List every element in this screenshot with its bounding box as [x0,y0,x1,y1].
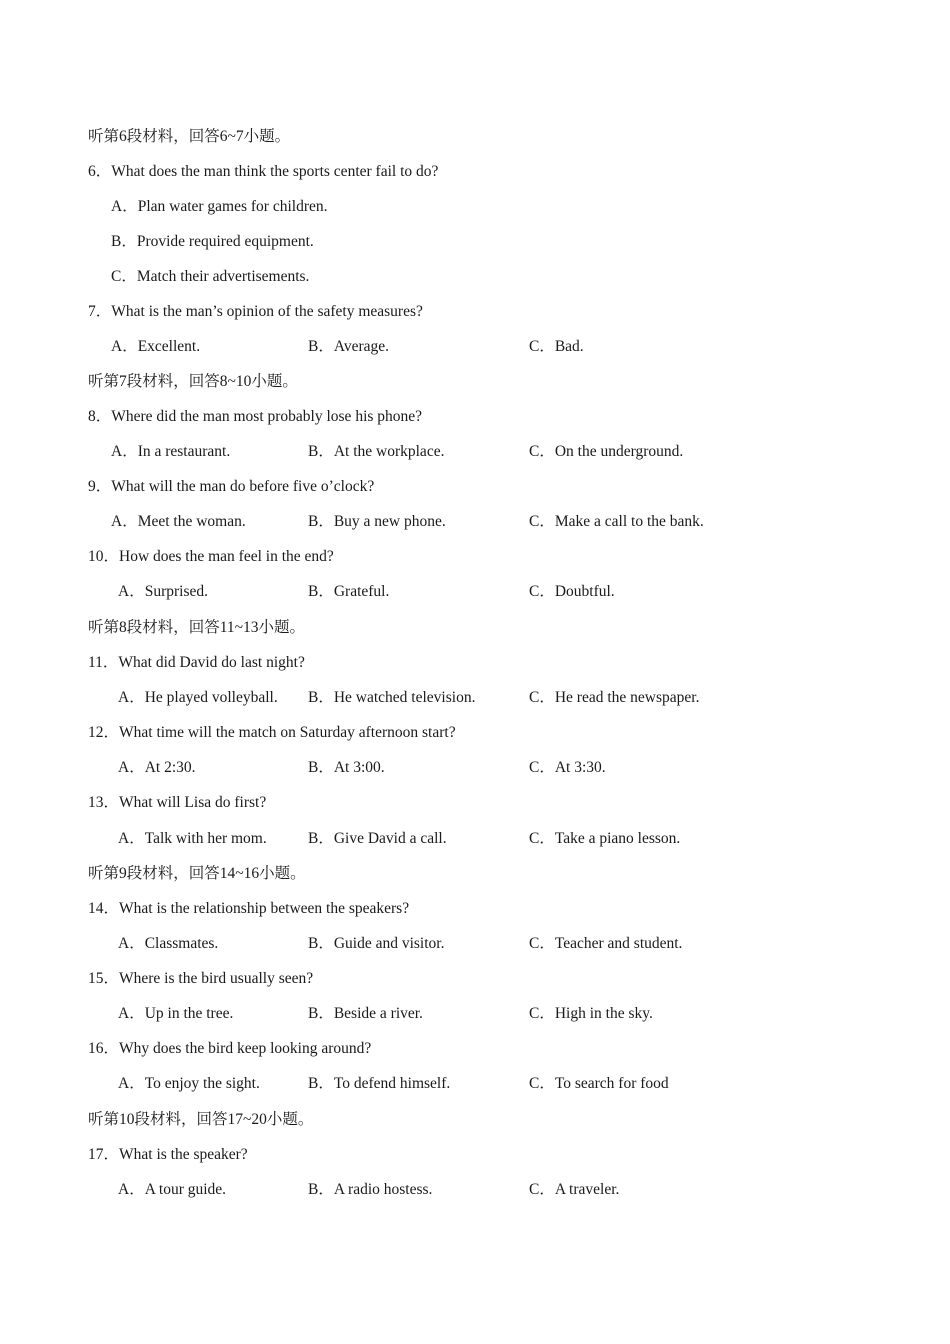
question-stem: 6．What does the man think the sports center fail to do? [88,163,439,180]
option-a: A．Excellent. [111,338,201,355]
question-stem: 11．What did David do last night? [88,654,305,671]
option-c: C．High in the sky. [529,1005,653,1022]
option-b: B．Guide and visitor. [308,935,445,952]
option-b: B．Provide required equipment. [111,233,314,250]
question-11 [0,651,950,675]
option-c: C．He read the newspaper. [529,689,700,706]
question-14 [0,897,950,921]
option-b: B．Buy a new phone. [308,513,446,530]
question-8 [0,405,950,429]
question-stem: 10．How does the man feel in the end? [88,548,334,565]
option-a: A．A tour guide. [118,1181,227,1198]
option-c: C．Doubtful. [529,583,615,600]
section-header [0,370,950,394]
section-9-header: 听第9段材料，回答14~16小题。 [88,865,306,882]
option-b: B．To defend himself. [308,1075,451,1092]
option-row [0,1002,950,1026]
option-b: B．Average. [308,338,390,355]
option-b: B．Grateful. [308,583,390,600]
option-row [0,230,950,254]
option-b: B．Give David a call. [308,830,447,847]
question-stem: 12．What time will the match on Saturday afternoon start? [88,724,456,741]
question-15 [0,967,950,991]
option-a: A．At 2:30. [118,759,196,776]
option-row [0,440,950,464]
option-c: C．On the underground. [529,443,684,460]
question-6 [0,160,950,184]
question-stem: 15．Where is the bird usually seen? [88,970,314,987]
option-a: A．Plan water games for children. [111,198,328,215]
option-a: A．Talk with her mom. [118,830,267,847]
option-c: C．Take a piano lesson. [529,830,681,847]
option-c: C．At 3:30. [529,759,606,776]
question-stem: 14．What is the relationship between the speakers? [88,900,410,917]
option-row [0,195,950,219]
option-b: B．At the workplace. [308,443,445,460]
option-a: A．In a restaurant. [111,443,231,460]
option-b: B．At 3:00. [308,759,385,776]
question-stem: 13．What will Lisa do first? [88,794,267,811]
option-c: C．Make a call to the bank. [529,513,704,530]
question-7 [0,300,950,324]
question-stem: 7．What is the man’s opinion of the safety measures? [88,303,423,320]
question-stem: 9．What will the man do before five o’clock? [88,478,375,495]
option-a: A．Meet the woman. [111,513,246,530]
option-row [0,756,950,780]
section-header [0,862,950,886]
option-c: C．To search for food [529,1075,669,1092]
option-a: A．Up in the tree. [118,1005,234,1022]
option-c: C．A traveler. [529,1181,620,1198]
question-stem: 16．Why does the bird keep looking around? [88,1040,372,1057]
option-b: B．He watched television. [308,689,476,706]
section-header [0,125,950,149]
section-6-header: 听第6段材料，回答6~7小题。 [88,128,291,145]
question-16 [0,1037,950,1061]
option-row [0,335,950,359]
section-7-header: 听第7段材料，回答8~10小题。 [88,373,298,390]
option-b: B．Beside a river. [308,1005,423,1022]
option-row [0,1072,950,1096]
option-row [0,827,950,851]
option-c: C．Match their advertisements. [111,268,310,285]
option-b: B．A radio hostess. [308,1181,433,1198]
question-12 [0,721,950,745]
section-header [0,1108,950,1132]
option-a: A．Classmates. [118,935,219,952]
question-stem: 17．What is the speaker? [88,1146,248,1163]
option-a: A．He played volleyball. [118,689,278,706]
option-row [0,932,950,956]
question-17 [0,1143,950,1167]
option-row [0,580,950,604]
option-a: A．To enjoy the sight. [118,1075,260,1092]
question-10 [0,545,950,569]
option-a: A．Surprised. [118,583,208,600]
question-stem: 8．Where did the man most probably lose his phone? [88,408,423,425]
option-row [0,510,950,534]
option-row [0,265,950,289]
option-c: C．Teacher and student. [529,935,683,952]
option-row [0,1178,950,1202]
section-header [0,616,950,640]
option-row [0,686,950,710]
question-13 [0,791,950,815]
section-10-header: 听第10段材料，回答17~20小题。 [88,1111,314,1128]
question-9 [0,475,950,499]
section-8-header: 听第8段材料，回答11~13小题。 [88,619,306,636]
option-c: C．Bad. [529,338,584,355]
